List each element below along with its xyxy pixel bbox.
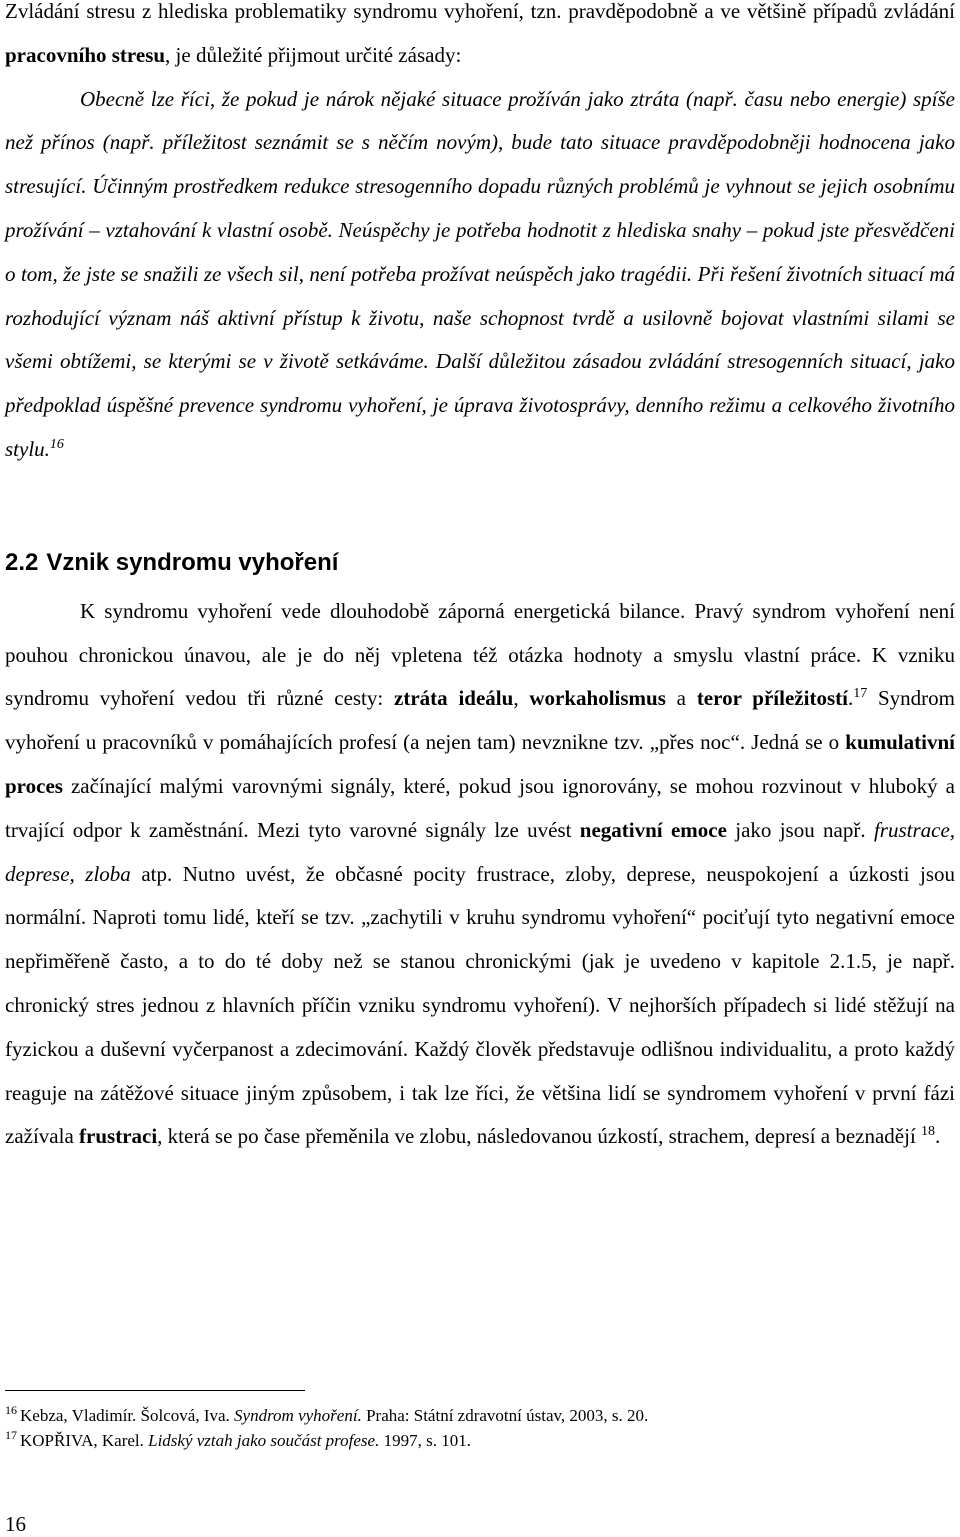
bold-term-frustraci: frustraci [79, 1124, 158, 1149]
body-paragraph [5, 590, 955, 1159]
footnote-title: Lidský vztah jako součást profese. [148, 1431, 380, 1450]
footnote-17 [5, 1428, 955, 1453]
footnote-number: 16 [5, 1403, 17, 1418]
body-text: Syndrom vyhoření u pracovníků v pomáhajících profesí (a nejen tam) nevznikne tzv. „přes noc“. Jedná se o [5, 686, 956, 755]
footnote-text: Praha: Státní zdravotní ústav, 2003, s. 20. [361, 1406, 649, 1425]
footnote-ref-16[interactable]: 16 [49, 436, 64, 452]
bold-term-workaholismus: workaholismus [529, 686, 666, 711]
bold-term-kumulativni-proces: kumulativní proces [5, 730, 955, 798]
body-text: a [665, 686, 697, 711]
intro-text-lead: Zvládání stresu z hlediska problematiky syndromu vyhoření, tzn. pravděpodobně a ve většině případů zvládání [5, 0, 955, 23]
intro-text-tail: , je důležité přijmout určité zásady: [165, 42, 462, 67]
bold-term-ztrata-idealu: ztráta ideálu [394, 686, 514, 711]
body-text: jako jsou např. [726, 817, 874, 842]
footnote-title: Syndrom vyhoření. [234, 1406, 362, 1425]
bold-term-teror-prilezitosti: teror příležitostí [696, 686, 848, 711]
italic-principles-paragraph [5, 78, 955, 472]
footnote-separator [5, 1390, 305, 1391]
section-heading [5, 548, 955, 578]
italic-principles-text: Obecně lze říci, že pokud je nárok nějaké situace prožíván jako ztráta (např. času nebo energie) spíše než přínos (např. příležitost seznámit se s něčím novým), bude tato situace pravděpodobněji hodnocena jako stresující. Účinným prostředkem redukce stresogenního dopadu různých problémů je vyhnout se jejich osobnímu prožívání – vztahování k vlastní osobě. Neúspěchy je potřeba hodnotit z hlediska snahy – pokud jste přesvědčeni o tom, že jste se snažili ze všech sil, není potřeba prožívat neúspěch jako tragédii. Při řešení životních situací má rozhodující význam náš aktivní přístup k životu, naše schopnost tvrdě a usilovně bojovat vlastními silami se všemi obtížemi, se kterými se v životě setkáváme. Další důležitou zásadou zvládání stresogenních situací, jako předpoklad úspěšné prevence syndromu vyhoření, je úprava životosprávy, denního režimu a celkového životního stylu. [5, 86, 955, 461]
footnote-ref-18[interactable]: 18 [921, 1124, 936, 1140]
footnote-16 [5, 1403, 955, 1428]
body-text: . [847, 686, 854, 711]
intro-bold-term: pracovního stresu [5, 42, 166, 67]
body-text: , [513, 686, 530, 711]
footnote-number: 17 [5, 1428, 17, 1443]
intro-paragraph [5, 0, 955, 78]
body-text: K syndromu vyhoření vede dlouhodobě záporná energetická bilance. Pravý syndrom vyhoření není pouhou chronickou únavou, ale je do něj vpletena též otázka hodnoty a smyslu vlastní práce. K vzniku syndromu vyhoření vedou tři různé cesty: [5, 598, 955, 711]
footnote-ref-17[interactable]: 17 [853, 686, 868, 702]
footnote-text: Kebza, Vladimír. Šolcová, Iva. [20, 1406, 235, 1425]
footnote-text: 1997, s. 101. [379, 1431, 471, 1450]
footnotes [5, 1403, 955, 1453]
footnote-text: KOPŘIVA, Karel. [20, 1431, 149, 1450]
body-text: , která se po čase přeměnila ve zlobu, následovanou úzkostí, strachem, depresí a beznadějí [157, 1124, 922, 1149]
italic-examples: frustrace, deprese, zloba [5, 817, 956, 886]
body-text: . [935, 1124, 941, 1149]
body-text: začínající malými varovnými signály, které, pokud jsou ignorovány, se mohou rozvinout v hluboký a trvající odpor k zaměstnání. Mezi tyto varovné signály lze uvést [5, 773, 955, 842]
page-number: 16 [5, 1512, 26, 1536]
section-number: 2.2 [5, 548, 39, 576]
page-content [5, 0, 955, 1159]
section-title: Vznik syndromu vyhoření [46, 548, 339, 576]
bold-term-negativni-emoce: negativní emoce [579, 817, 727, 842]
body-text: atp. Nutno uvést, že občasné pocity frustrace, zloby, deprese, neuspokojení a úzkosti jsou normální. Naproti tomu lidé, kteří se tzv. „zachytili v kruhu syndromu vyhoření“ pociťují tyto negativní emoce nepřiměřeně často, a to do té doby než se stanou chronickými (jak je uvedeno v kapitole 2.1.5, je např. chronický stres jednou z hlavních příčin vzniku syndromu vyhoření). V nejhorších případech si lidé stěžují na fyzickou a duševní vyčerpanost a zdecimování. Každý člověk představuje odlišnou individualitu, a proto každý reaguje na zátěžové situace jiným způsobem, i tak lze říci, že většina lidí se syndromem vyhoření v první fázi zažívala [5, 861, 955, 1149]
